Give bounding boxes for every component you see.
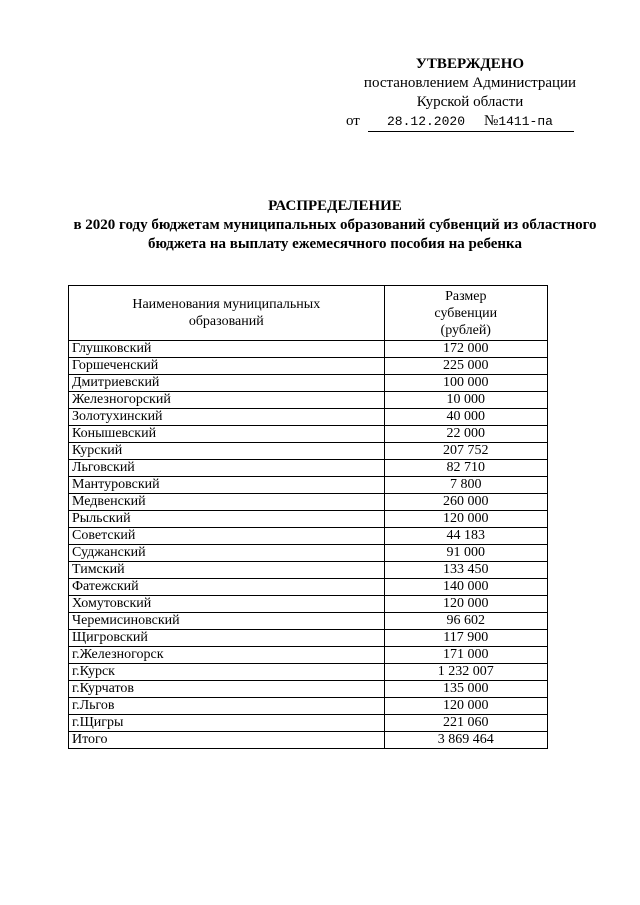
total-label: Итого	[69, 732, 385, 749]
municipality-name: Золотухинский	[69, 409, 385, 426]
table-row	[69, 426, 548, 443]
subvention-amount: 120 000	[384, 511, 547, 528]
municipality-name: Курский	[69, 443, 385, 460]
subvention-amount: 135 000	[384, 681, 547, 698]
municipality-name: Фатежский	[69, 579, 385, 596]
table-row	[69, 375, 548, 392]
subvention-amount: 225 000	[384, 358, 547, 375]
municipality-name: Тимский	[69, 562, 385, 579]
approval-title: УТВЕРЖДЕНО	[415, 56, 525, 72]
subvention-amount: 172 000	[384, 341, 547, 358]
table-row	[69, 715, 548, 732]
table-row	[69, 460, 548, 477]
header-amount: Размер субвенции (рублей)	[384, 286, 547, 341]
subvention-amount: 100 000	[384, 375, 547, 392]
municipality-name: Дмитриевский	[69, 375, 385, 392]
approval-block	[340, 55, 600, 129]
municipality-name: Мантуровский	[69, 477, 385, 494]
subvention-amount: 10 000	[384, 392, 547, 409]
total-row	[69, 732, 548, 749]
table-row	[69, 409, 548, 426]
subvention-amount: 117 900	[384, 630, 547, 647]
municipality-name: Глушковский	[69, 341, 385, 358]
municipality-name: Конышевский	[69, 426, 385, 443]
subvention-amount: 91 000	[384, 545, 547, 562]
subvention-amount: 221 060	[384, 715, 547, 732]
subvention-amount: 82 710	[384, 460, 547, 477]
subvention-amount: 44 183	[384, 528, 547, 545]
table-row	[69, 528, 548, 545]
municipality-name: Горшеченский	[69, 358, 385, 375]
subvention-amount: 96 602	[384, 613, 547, 630]
municipality-name: Черемисиновский	[69, 613, 385, 630]
table-row	[69, 647, 548, 664]
approval-date: 28.12.2020	[368, 112, 484, 132]
subvention-amount: 22 000	[384, 426, 547, 443]
table-row	[69, 698, 548, 715]
table-row	[69, 494, 548, 511]
subvention-amount: 133 450	[384, 562, 547, 579]
total-amount: 3 869 464	[384, 732, 547, 749]
table-row	[69, 664, 548, 681]
approval-line-1: постановлением Администрации	[363, 75, 577, 91]
table-row	[69, 358, 548, 375]
approval-number	[484, 112, 574, 132]
table-row	[69, 562, 548, 579]
municipality-name: г.Железногорск	[69, 647, 385, 664]
table-row	[69, 596, 548, 613]
document-heading	[60, 197, 610, 254]
subvention-amount: 120 000	[384, 698, 547, 715]
municipality-name: Железногорский	[69, 392, 385, 409]
table-row	[69, 630, 548, 647]
subvention-amount: 40 000	[384, 409, 547, 426]
table-row	[69, 477, 548, 494]
municipality-name: Медвенский	[69, 494, 385, 511]
approval-line-2: Курской области	[416, 94, 524, 110]
municipality-name: Советский	[69, 528, 385, 545]
municipality-name: г.Курчатов	[69, 681, 385, 698]
number-value: 1411-па	[498, 114, 553, 129]
subvention-amount: 120 000	[384, 596, 547, 613]
subvention-amount: 1 232 007	[384, 664, 547, 681]
municipality-name: Льговский	[69, 460, 385, 477]
subvention-amount: 260 000	[384, 494, 547, 511]
municipality-name: Щигровский	[69, 630, 385, 647]
subvention-amount: 171 000	[384, 647, 547, 664]
date-prefix: от	[346, 113, 360, 129]
subvention-amount: 207 752	[384, 443, 547, 460]
table-row	[69, 545, 548, 562]
document-subtitle-1: в 2020 году бюджетам муниципальных образований субвенций из областного	[73, 217, 597, 233]
subvention-amount: 140 000	[384, 579, 547, 596]
municipality-name: Суджанский	[69, 545, 385, 562]
table-row	[69, 392, 548, 409]
table-row	[69, 341, 548, 358]
table-row	[69, 681, 548, 698]
distribution-table	[68, 285, 548, 749]
municipality-name: г.Щигры	[69, 715, 385, 732]
municipality-name: Хомутовский	[69, 596, 385, 613]
header-municipality: Наименования муниципальных образований	[69, 286, 385, 341]
table-row	[69, 511, 548, 528]
municipality-name: г.Курск	[69, 664, 385, 681]
document-title: РАСПРЕДЕЛЕНИЕ	[268, 198, 402, 214]
table-row	[69, 579, 548, 596]
document-subtitle-2: бюджета на выплату ежемесячного пособия на ребенка	[148, 236, 522, 252]
table-header-row	[69, 286, 548, 341]
table-row	[69, 443, 548, 460]
number-sign: №	[484, 113, 499, 129]
municipality-name: Рыльский	[69, 511, 385, 528]
subvention-amount: 7 800	[384, 477, 547, 494]
municipality-name: г.Льгов	[69, 698, 385, 715]
table-row	[69, 613, 548, 630]
